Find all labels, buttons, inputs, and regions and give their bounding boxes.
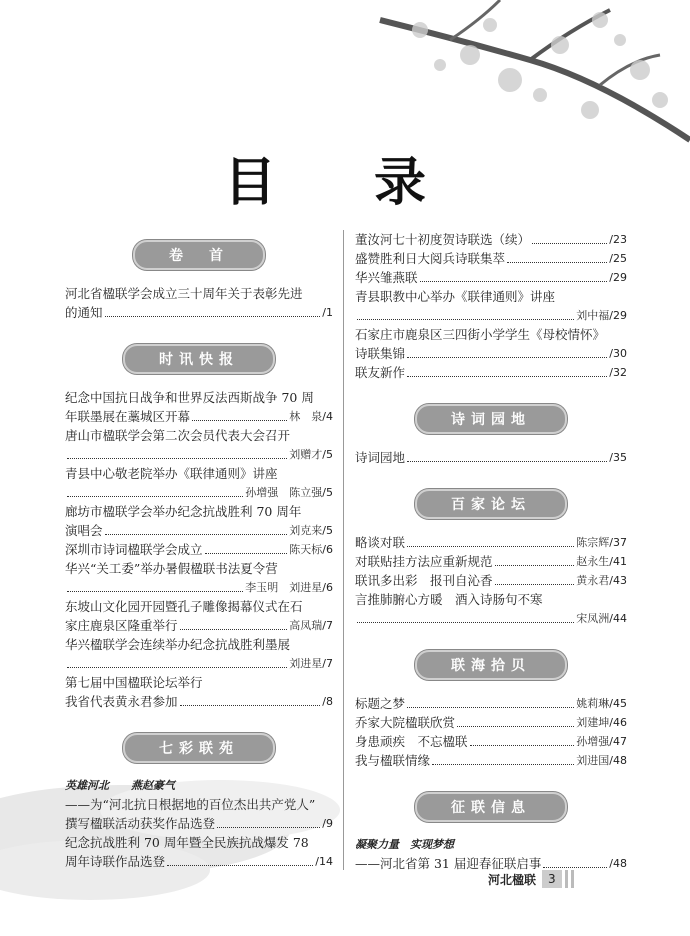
dot-leader: [532, 243, 607, 244]
entry-author: 刘中福: [576, 309, 610, 322]
section-gap: [65, 871, 333, 885]
entry-title-line: 对联贴挂方法应重新规范: [355, 554, 493, 569]
entry-leader-line: [355, 533, 627, 552]
dot-leader: [67, 458, 287, 459]
entry-leader-line: [65, 578, 333, 597]
entry-page: /44: [609, 612, 627, 625]
entry-author: 刘进国: [576, 754, 610, 767]
entry-title-line: 董汝河七十初度贺诗联选（续）: [355, 232, 531, 247]
dot-leader: [357, 622, 574, 623]
entry-title-line: 青县中心敬老院举办《联律通则》讲座: [65, 466, 278, 481]
dot-leader: [67, 667, 287, 668]
section-header: [355, 404, 627, 434]
entry-author: 陈天标: [289, 543, 323, 556]
dot-leader: [407, 461, 607, 462]
entry-author: 宋凤洲: [576, 612, 610, 625]
toc-entry[interactable]: [355, 694, 627, 713]
sub-heading: 凝聚力量 实现梦想: [355, 838, 454, 851]
entry-page: /6: [322, 581, 333, 594]
entry-page: /29: [609, 271, 627, 284]
entry-author: 姚莉琳: [576, 697, 610, 710]
entry-author: 林 泉: [289, 410, 323, 423]
dot-leader: [495, 565, 575, 566]
dot-leader: [407, 357, 607, 358]
section-header-label: 卷 首: [133, 240, 265, 270]
entry-leader-line: [355, 713, 627, 732]
section-gap: [355, 628, 627, 642]
entry-author: 孙增强 陈立强: [245, 486, 323, 499]
magazine-name: 河北楹联: [488, 872, 537, 887]
entry-leader-line: [65, 654, 333, 673]
entry-title-line: ——河北省第 31 届迎春征联启事: [355, 856, 542, 871]
dot-leader: [67, 496, 243, 497]
entry-title-line: 石家庄市鹿泉区三四街小学学生《母校情怀》: [355, 327, 606, 342]
entry-page: /48: [609, 857, 627, 870]
entry-title-line: 周年诗联作品选登: [65, 854, 166, 869]
entry-page: /6: [322, 543, 333, 556]
entry-author: 赵永生: [576, 555, 610, 568]
entry-author: 刘建坤: [576, 716, 610, 729]
toc-entry[interactable]: [65, 426, 333, 464]
entry-title-line: 华兴楹联学会连续举办纪念抗战胜利墨展: [65, 637, 291, 652]
entry-author: 陈宗辉: [576, 536, 610, 549]
entry-leader-line: [355, 363, 627, 382]
entry-author: 黄永君: [576, 574, 610, 587]
entry-title-line: 纪念抗战胜利 70 周年暨全民族抗战爆发 78: [65, 835, 309, 850]
entry-title-line: 华兴雏燕联: [355, 270, 418, 285]
entry-leader-line: [65, 407, 333, 426]
section-gap: [65, 322, 333, 336]
entry-page: /23: [609, 233, 627, 246]
section-header: [65, 344, 333, 374]
entry-leader-line: [355, 344, 627, 363]
section-header-label: 七彩联苑: [123, 733, 275, 763]
section-header: [65, 240, 333, 270]
entry-page: /35: [609, 451, 627, 464]
entry-title-line: 深圳市诗词楹联学会成立: [65, 542, 203, 557]
entry-leader-line: [355, 751, 627, 770]
entry-leader-line: [355, 249, 627, 268]
entry-page: /46: [609, 716, 627, 729]
entry-leader-line: [65, 540, 333, 559]
entry-title-line: 第七届中国楹联论坛举行: [65, 675, 203, 690]
dot-leader: [407, 546, 574, 547]
toc-entry[interactable]: [355, 287, 627, 325]
toc-entry[interactable]: [355, 448, 627, 467]
entry-leader-line: [65, 616, 333, 635]
dot-leader: [507, 262, 607, 263]
entry-title-line: 纪念中国抗日战争和世界反法西斯战争 70 周: [65, 390, 314, 405]
entry-title-line: 华兴“关工委”举办暑假楹联书法夏令营: [65, 561, 278, 576]
entry-title-line: 撰写楹联活动获奖作品选登: [65, 816, 216, 831]
entry-title-line: 唐山市楹联学会第二次会员代表大会召开: [65, 428, 291, 443]
dot-leader: [105, 534, 288, 535]
section-header-label: 时讯快报: [123, 344, 275, 374]
entry-leader-line: [355, 230, 627, 249]
footer-stripe: [571, 870, 574, 888]
page-title: 目 录: [223, 153, 467, 213]
dot-leader: [457, 726, 574, 727]
entry-page: /5: [322, 524, 333, 537]
entry-author: 高凤瑞: [289, 619, 323, 632]
entry-title-line: 身患顽疾 不忘楹联: [355, 734, 468, 749]
entry-page: /48: [609, 754, 627, 767]
plum-branch-decoration: [360, 0, 690, 150]
entry-title-line: 演唱会: [65, 523, 103, 538]
dot-leader: [67, 591, 243, 592]
section-header-label: 百家论坛: [415, 489, 567, 519]
entry-title-line: 家庄鹿泉区隆重举行: [65, 618, 178, 633]
entry-author: 孙增强: [576, 735, 610, 748]
toc-entry[interactable]: [355, 590, 627, 628]
entry-title-line: 的通知: [65, 305, 103, 320]
entry-author: 刘赠才: [289, 448, 323, 461]
toc-entry[interactable]: [355, 571, 627, 590]
entry-title-line: 联友新作: [355, 365, 406, 380]
entry-title-line: 诗词园地: [355, 450, 406, 465]
dot-leader: [495, 584, 575, 585]
entry-page: /7: [322, 619, 333, 632]
entry-leader-line: [65, 521, 333, 540]
entry-title-line: 我与楹联情缘: [355, 753, 431, 768]
toc-entry[interactable]: [65, 464, 333, 502]
entry-leader-line: [65, 303, 333, 322]
toc-entry[interactable]: [65, 559, 333, 597]
right-column: [355, 230, 627, 887]
dot-leader: [432, 764, 574, 765]
entry-page: /32: [609, 366, 627, 379]
entry-title-line: 年联墨展在藁城区开幕: [65, 409, 191, 424]
page-footer: [488, 870, 574, 888]
toc-entry[interactable]: [65, 795, 333, 833]
dot-leader: [205, 553, 288, 554]
toc-entry[interactable]: [355, 268, 627, 287]
section-gap: [355, 770, 627, 784]
section-header: [355, 792, 627, 822]
entry-title-line: 乔家大院楹联欣赏: [355, 715, 456, 730]
entry-title-line: 青县职教中心举办《联律通则》讲座: [355, 289, 556, 304]
section-gap: [65, 711, 333, 725]
toc-entry[interactable]: [355, 751, 627, 770]
entry-leader-line: [355, 448, 627, 467]
entry-page: /47: [609, 735, 627, 748]
entry-leader-line: [355, 571, 627, 590]
entry-title-line: 我省代表黄永君参加: [65, 694, 178, 709]
toc-entry[interactable]: [65, 502, 333, 540]
toc-entry[interactable]: [65, 540, 333, 559]
section-header: [355, 489, 627, 519]
entry-leader-line: [355, 609, 627, 628]
toc-entry[interactable]: [355, 533, 627, 552]
toc-entry[interactable]: [355, 230, 627, 249]
sub-heading: 英雄河北 燕赵豪气: [65, 779, 175, 792]
section-header: [65, 733, 333, 763]
entry-page: /29: [609, 309, 627, 322]
entry-page: /41: [609, 555, 627, 568]
toc-entry[interactable]: [65, 673, 333, 711]
entry-page: /14: [315, 855, 333, 868]
entry-page: /4: [322, 410, 333, 423]
section-gap: [355, 467, 627, 481]
column-divider: [343, 230, 344, 870]
toc-entry[interactable]: [355, 552, 627, 571]
toc-entry[interactable]: [65, 635, 333, 673]
entry-author: 李玉明 刘进星: [245, 581, 323, 594]
dot-leader: [217, 827, 320, 828]
entry-leader-line: [355, 306, 627, 325]
entry-title-line: 东坡山文化园开园暨孔子雕像揭幕仪式在石: [65, 599, 303, 614]
entry-leader-line: [65, 692, 333, 711]
entry-page: /43: [609, 574, 627, 587]
entry-page: /8: [322, 695, 333, 708]
entry-leader-line: [355, 732, 627, 751]
entry-author: 刘克来: [289, 524, 323, 537]
entry-author: 刘进星: [289, 657, 323, 670]
entry-page: /5: [322, 448, 333, 461]
toc-entry[interactable]: [65, 284, 333, 322]
dot-leader: [407, 707, 574, 708]
section-header: [355, 650, 627, 680]
entry-title-line: 河北省楹联学会成立三十周年关于表彰先进: [65, 286, 303, 301]
entry-page: /1: [322, 306, 333, 319]
entry-title-line: 诗联集锦: [355, 346, 406, 361]
entry-page: /30: [609, 347, 627, 360]
entry-leader-line: [65, 445, 333, 464]
dot-leader: [357, 319, 574, 320]
dot-leader: [420, 281, 608, 282]
entry-leader-line: [65, 483, 333, 502]
entry-title-line: ——为“河北抗日根据地的百位杰出共产党人”: [65, 797, 316, 812]
entry-page: /5: [322, 486, 333, 499]
dot-leader: [105, 316, 321, 317]
section-header-label: 诗词园地: [415, 404, 567, 434]
entry-leader-line: [65, 814, 333, 833]
toc-entry[interactable]: [65, 597, 333, 635]
toc-entry[interactable]: [355, 732, 627, 751]
entry-title-line: 标题之梦: [355, 696, 406, 711]
left-column: [65, 232, 333, 885]
section-header-label: 联海拾贝: [415, 650, 567, 680]
toc-entry[interactable]: [65, 833, 333, 871]
dot-leader: [180, 705, 321, 706]
dot-leader: [543, 867, 607, 868]
entry-title-line: 略谈对联: [355, 535, 406, 550]
entry-page: /7: [322, 657, 333, 670]
entry-leader-line: [355, 552, 627, 571]
entry-page: /45: [609, 697, 627, 710]
toc-entry[interactable]: [355, 363, 627, 382]
page-number: 3: [542, 870, 562, 888]
dot-leader: [167, 865, 313, 866]
dot-leader: [407, 376, 607, 377]
footer-stripe: [565, 870, 568, 888]
entry-title-line: 廊坊市楹联学会举办纪念抗战胜利 70 周年: [65, 504, 302, 519]
entry-title-line: 盛赞胜利日大阅兵诗联集萃: [355, 251, 506, 266]
entry-page: /25: [609, 252, 627, 265]
toc-entry[interactable]: [355, 713, 627, 732]
entry-title-line: 言推肺腑心方暖 酒入诗肠句不寒: [355, 592, 543, 607]
entry-page: /9: [322, 817, 333, 830]
dot-leader: [180, 629, 288, 630]
toc-entry[interactable]: [355, 325, 627, 363]
entry-leader-line: [65, 852, 333, 871]
dot-leader: [470, 745, 575, 746]
entry-title-line: 联讯多出彩 报刊自沁香: [355, 573, 493, 588]
section-gap: [355, 382, 627, 396]
entry-page: /37: [609, 536, 627, 549]
dot-leader: [192, 420, 287, 421]
toc-entry[interactable]: [65, 388, 333, 426]
toc-entry[interactable]: [355, 249, 627, 268]
entry-leader-line: [355, 268, 627, 287]
entry-leader-line: [355, 694, 627, 713]
section-header-label: 征联信息: [415, 792, 567, 822]
